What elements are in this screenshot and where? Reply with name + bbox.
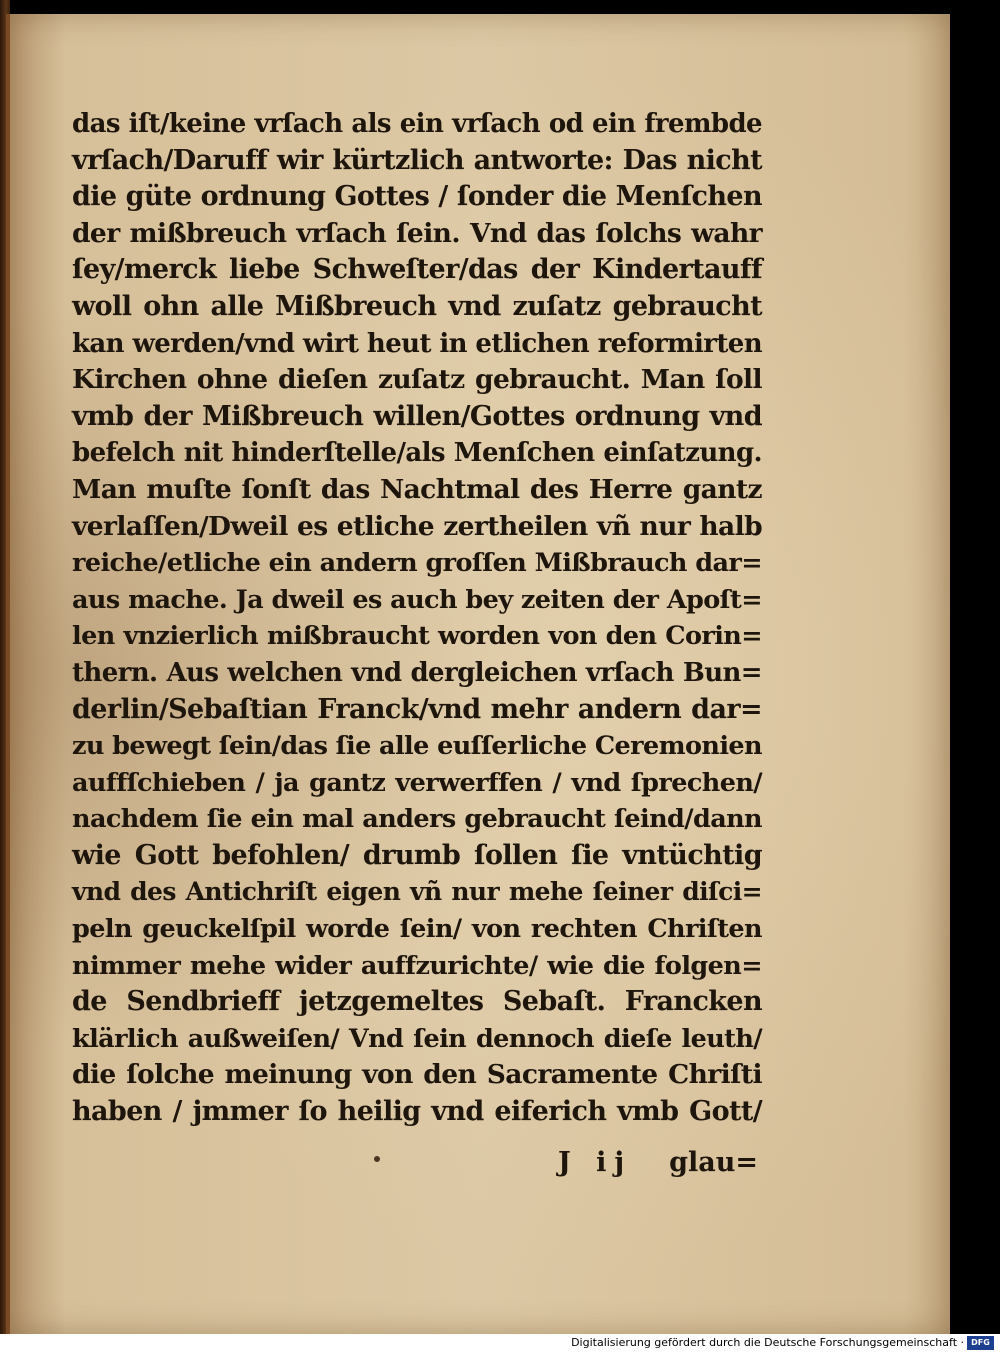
signature-mark: J ij [558, 1147, 633, 1178]
funding-credit: Digitalisierung gefördert durch die Deutsche Forschungsgemeinschaft · [571, 1336, 964, 1349]
text-line: nachdem ſie ein mal anders gebraucht ſeind/dann [72, 804, 762, 835]
catchword: glau= [669, 1147, 758, 1178]
dfg-logo: DFG [967, 1336, 994, 1350]
text-line: peln geuckelſpil worde ſein/ von rechten Chriſten [72, 914, 762, 945]
text-line: woll ohn alle Mißbreuch vnd zuſatz gebraucht [72, 290, 762, 322]
text-line: die ſolche meinung von den Sacramente Chriſti [72, 1059, 762, 1091]
text-line: die güte ordnung Gottes / ſonder die Menſchen [72, 181, 762, 213]
text-line: wie Gott befohlen/ drumb ſollen ſie vntüchtig [72, 839, 762, 871]
text-line: das iſt/keine vrſach als ein vrſach od ein frembde [72, 109, 762, 139]
book-page [6, 14, 950, 1334]
text-line: len vnzierlich mißbraucht worden von den Corin= [72, 621, 762, 652]
text-line: derlin/Sebaſtian Franck/vnd mehr andern dar= [72, 693, 762, 725]
text-line: zu bewegt ſein/das ſie alle euſſerliche Ceremonien [72, 731, 762, 762]
page-footer [72, 1147, 762, 1187]
text-line: klärlich außweiſen/ Vnd ſein dennoch dieſe leuth/ [72, 1023, 762, 1054]
page-text-block [72, 106, 762, 1131]
credit-bar [0, 1334, 1000, 1352]
text-line: reiche/etliche ein andern groſſen Mißbrauch dar= [72, 548, 762, 579]
text-line: verlaſſen/Dweil es etliche zertheilen vñ nur halb [72, 510, 762, 542]
text-line: kan werden/vnd wirt heut in etlichen reformirten [72, 328, 762, 359]
text-line: vnd des Antichriſt eigen vñ nur mehe ſeiner diſci= [72, 877, 762, 907]
text-line: vmb der Mißbreuch willen/Gottes ordnung vnd [72, 400, 762, 432]
text-line: Man muſte ſonſt das Nachtmal des Herre gantz [72, 473, 762, 505]
text-line: der mißbreuch vrſach ſein. Vnd das ſolchs wahr [72, 217, 762, 249]
text-line: vrſach/Daruff wir kürtzlich antworte: Das nicht [72, 144, 762, 176]
text-line: aus mache. Ja dweil es auch bey zeiten der Apoſt= [72, 584, 762, 615]
text-line: ſey/merck liebe Schweſter/das der Kindertauff [72, 254, 762, 286]
ink-speck [374, 1156, 380, 1162]
text-line: Kirchen ohne dieſen zuſatz gebraucht. Man ſoll [72, 364, 762, 396]
text-line: thern. Aus welchen vnd dergleichen vrſach Bun= [72, 657, 762, 688]
text-line: haben / jmmer ſo heilig vnd eiferich vmb Gott/ [72, 1096, 762, 1128]
text-line: de Sendbrieff jetzgemeltes Sebaſt. Francken [72, 986, 762, 1018]
text-line: auffſchieben / ja gantz verwerffen / vnd ſprechen/ [72, 767, 762, 798]
text-line: nimmer mehe wider auffzurichte/ wie die folgen= [72, 950, 762, 981]
text-line: befelch nit hinderſtelle/als Menſchen einſatzung. [72, 438, 762, 469]
